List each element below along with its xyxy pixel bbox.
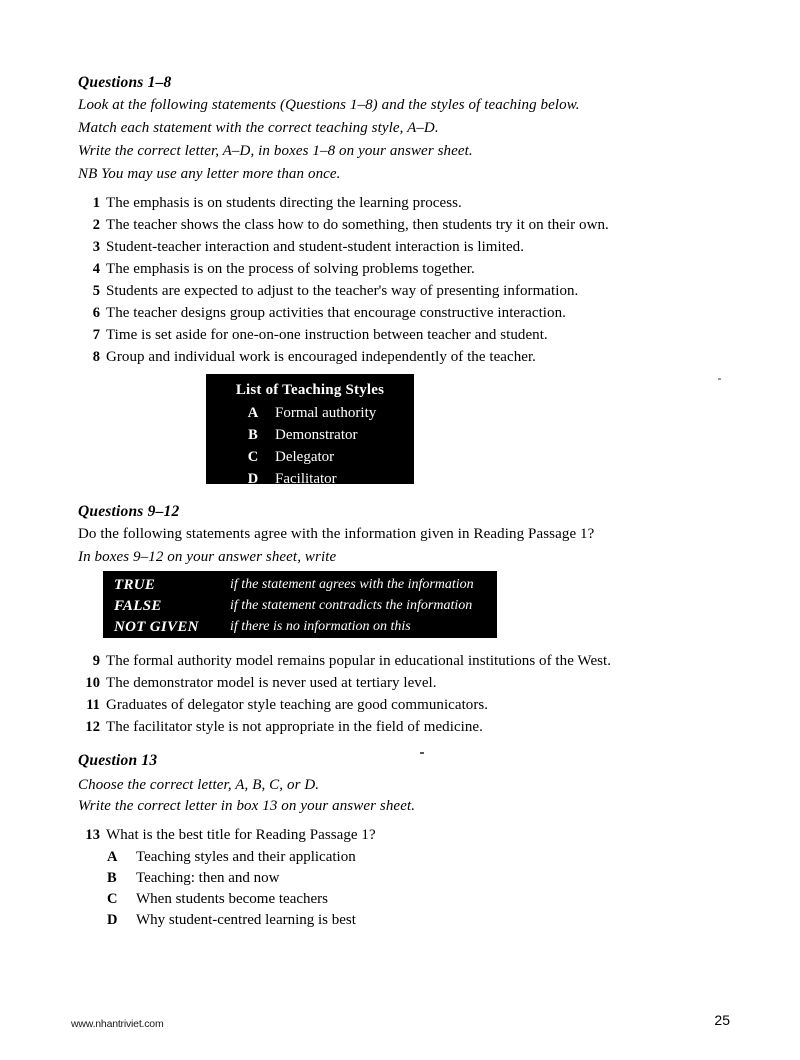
answer-key-label: FALSE [114,598,162,614]
question-number: 10 [85,675,100,691]
answer-key-label: TRUE [114,577,156,593]
answer-key-label: NOT GIVEN [114,619,199,635]
question-number: 3 [92,239,100,255]
teaching-style-label: Formal authority [275,405,377,421]
instruction-line-3: Write the correct letter, A–D, in boxes 1–8 on your answer sheet. [78,143,473,159]
footer-website-url: www.nhantriviet.com [71,1018,164,1030]
question-number: 4 [92,261,100,277]
section-heading-question-13: Question 13 [78,752,158,769]
question-number: 11 [86,697,100,713]
question-text: Group and individual work is encouraged independently of the teacher. [106,349,536,365]
question-number: 9 [92,653,100,669]
question-text: Graduates of delegator style teaching are good communicators. [106,697,489,713]
question-text: What is the best title for Reading Passage 1? [106,827,376,843]
question-number: 6 [92,305,100,321]
instruction-write-letter-box-13: Write the correct letter in box 13 on your answer sheet. [78,798,416,814]
list-of-teaching-styles-box [206,374,414,487]
answer-key-description: if the statement contradicts the information [230,598,473,613]
teaching-style-label: Demonstrator [275,427,358,443]
answer-key-description: if there is no information on this [230,619,411,634]
instruction-line-4-nb: NB You may use any letter more than once. [78,166,341,182]
option-text: When students become teachers [136,891,329,907]
option-letter: D [107,912,118,928]
instruction-agree-with-passage: Do the following statements agree with the information given in Reading Passage 1? [78,526,595,542]
question-text: The teacher designs group activities that encourage constructive interaction. [106,305,566,321]
teaching-style-label: Delegator [275,449,335,465]
option-letter: A [107,849,118,865]
section-heading-questions-9-12: Questions 9–12 [78,503,180,520]
instruction-choose-letter: Choose the correct letter, A, B, C, or D. [78,777,320,793]
instruction-line-1: Look at the following statements (Questions 1–8) and the styles of teaching below. [78,97,580,113]
question-number: 2 [92,217,100,233]
option-text: Why student-centred learning is best [136,912,356,928]
scan-speck [718,378,721,380]
question-text: Student-teacher interaction and student-student interaction is limited. [106,239,525,255]
question-text: Time is set aside for one-on-one instruction between teacher and student. [106,327,548,343]
question-text: The emphasis is on students directing the learning process. [106,195,462,211]
scan-speck [420,752,424,754]
footer-page-number: 25 [714,1012,730,1028]
question-text: The teacher shows the class how to do something, then students try it on their own. [106,217,609,233]
teaching-style-letter: B [248,427,258,443]
question-number: 13 [85,827,100,843]
option-letter: B [107,870,117,886]
question-number: 7 [92,327,100,343]
question-text: The demonstrator model is never used at tertiary level. [106,675,437,691]
teaching-styles-title: List of Teaching Styles [235,382,385,398]
true-false-notgiven-key-box [103,571,497,638]
question-text: The formal authority model remains popular in educational institutions of the West. [106,653,612,669]
question-text: The facilitator style is not appropriate in the field of medicine. [106,719,483,735]
question-number: 8 [92,349,100,365]
question-number: 12 [85,719,100,735]
teaching-style-letter: D [247,471,259,487]
option-text: Teaching: then and now [136,870,280,886]
teaching-style-letter: C [247,449,259,465]
question-number: 5 [92,283,100,299]
answer-key-description: if the statement agrees with the information [230,577,474,592]
teaching-style-label: Facilitator [275,471,337,487]
teaching-style-letter: A [247,405,259,421]
question-text: The emphasis is on the process of solving problems together. [106,261,475,277]
option-letter: C [107,891,118,907]
question-number: 1 [92,195,100,211]
option-text: Teaching styles and their application [136,849,356,865]
instruction-in-boxes-9-12: In boxes 9–12 on your answer sheet, write [78,549,337,565]
section-heading-questions-1-8: Questions 1–8 [78,74,172,91]
instruction-line-2: Match each statement with the correct teaching style, A–D. [78,120,439,136]
question-text: Students are expected to adjust to the teacher's way of presenting information. [106,283,579,299]
